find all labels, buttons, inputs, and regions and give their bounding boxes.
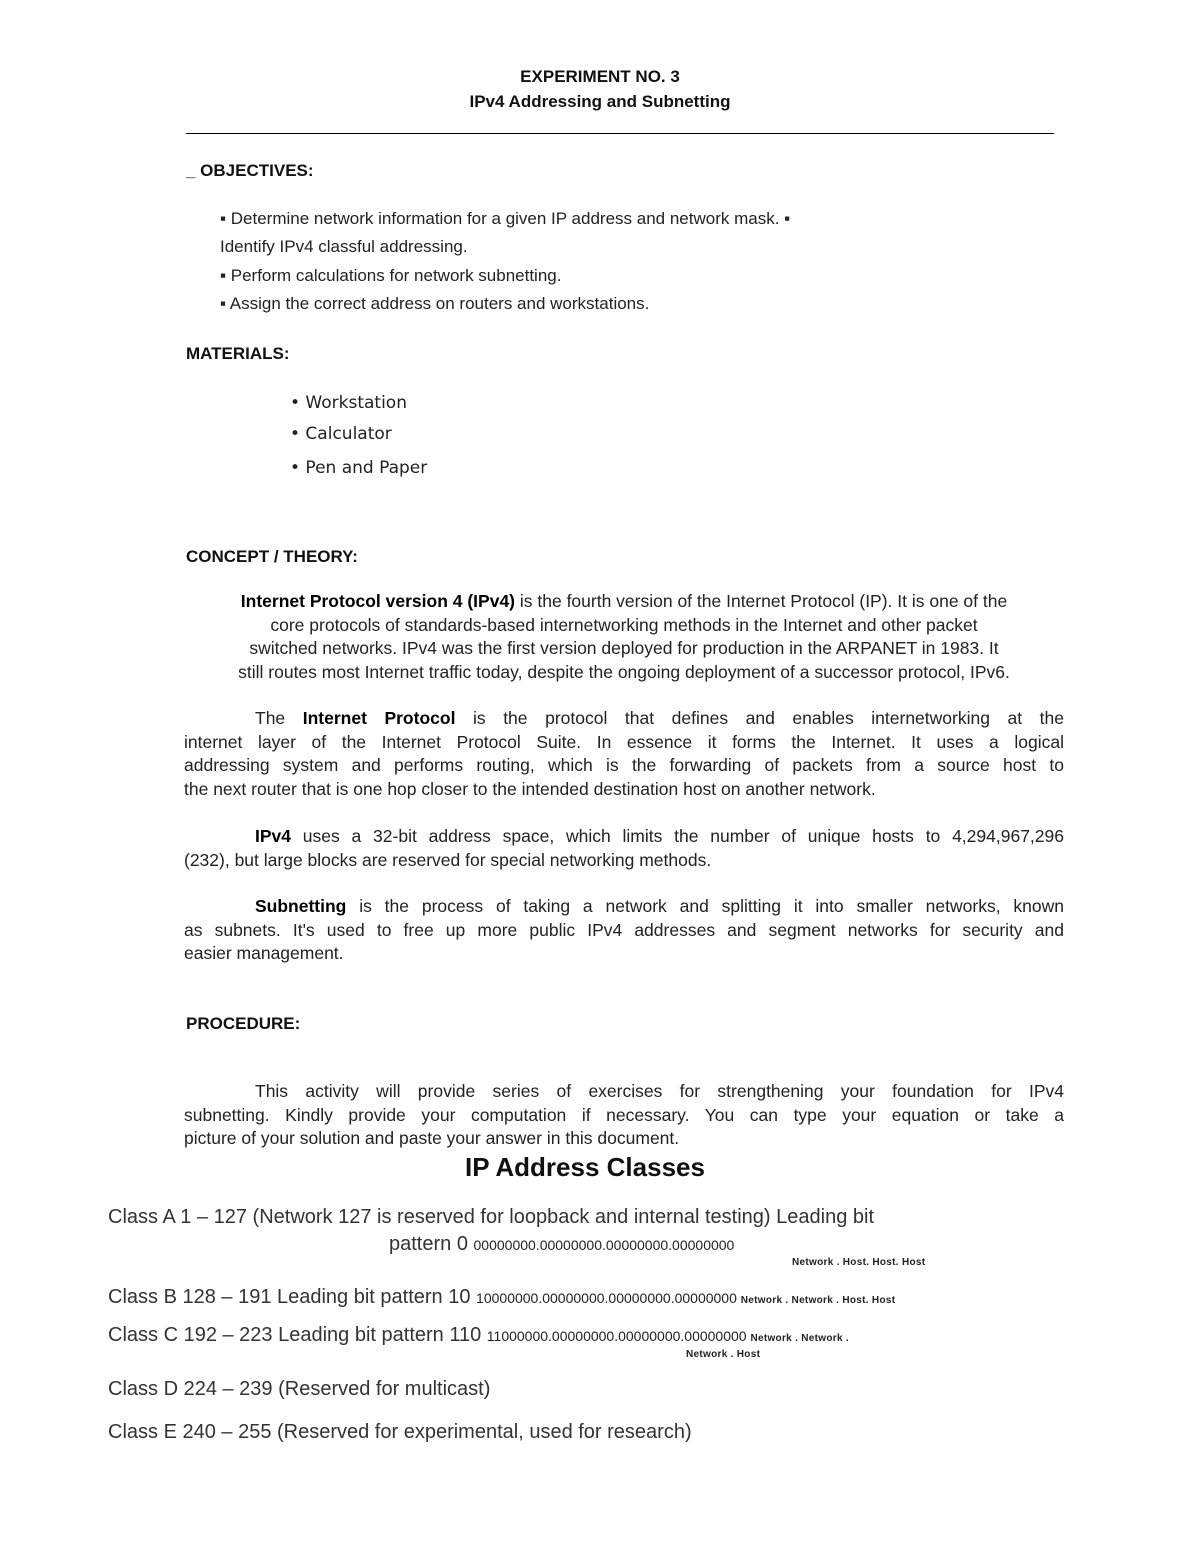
- class-a-pattern: pattern 0 00000000.00000000.00000000.00000000: [389, 1233, 735, 1255]
- header-rule: [186, 133, 1054, 134]
- experiment-title: EXPERIMENT NO. 3: [520, 67, 680, 86]
- concept-heading: CONCEPT / THEORY:: [186, 547, 358, 566]
- material-item: • Pen and Paper: [290, 458, 428, 478]
- materials-heading: MATERIALS:: [186, 344, 290, 363]
- class-b-parts: Network . Network . Host. Host: [740, 1295, 896, 1306]
- objective-line: ▪ Perform calculations for network subnetting.: [220, 266, 562, 285]
- class-c-parts-continued: Network . Host: [686, 1349, 761, 1360]
- procedure-heading: PROCEDURE:: [186, 1014, 301, 1033]
- concept-paragraph-4: Subnetting is the process of taking a network and splitting it into smaller networks, known as subnets. It's used to free up more public IPv4 addresses and segment networks for security and easier management.: [184, 896, 1064, 963]
- objective-line: ▪ Determine network information for a given IP address and network mask. ▪: [220, 209, 791, 228]
- ip-classes-heading: IP Address Classes: [465, 1152, 705, 1182]
- class-a-parts: Network . Host. Host. Host: [792, 1257, 926, 1268]
- class-c-line: Class C 192 – 223 Leading bit pattern 110 11000000.00000000.00000000.00000000 Network . Network .: [108, 1324, 849, 1346]
- class-b-line: Class B 128 – 191 Leading bit pattern 10 10000000.00000000.00000000.00000000 Network . Network . Host. Host: [108, 1286, 896, 1308]
- class-a-line: Class A 1 – 127 (Network 127 is reserved for loopback and internal testing) Leading bit: [108, 1206, 874, 1228]
- class-d-line: Class D 224 – 239 (Reserved for multicast): [108, 1378, 491, 1400]
- term-ipv4: IPv4: [255, 826, 291, 846]
- concept-paragraph-1: Internet Protocol version 4 (IPv4) is the fourth version of the Internet Protocol (IP). It is one of the core protocols of standards-based internetworking methods in the Internet and other packet switched networks. IPv4 was the first version deployed for production in the ARPANET in 1983. It still routes most Internet traffic today, despite the ongoing deployment of a successor protocol, IPv6.: [238, 591, 1010, 682]
- objective-line: ▪ Assign the correct address on routers and workstations.: [220, 294, 650, 313]
- objective-line: Identify IPv4 classful addressing.: [220, 237, 468, 256]
- experiment-subtitle: IPv4 Addressing and Subnetting: [469, 92, 731, 111]
- term-ipv4-full: Internet Protocol version 4 (IPv4): [240, 591, 516, 611]
- class-e-line: Class E 240 – 255 (Reserved for experimental, used for research): [108, 1421, 692, 1443]
- material-item: • Workstation: [290, 393, 407, 413]
- class-b-bits: 10000000.00000000.00000000.00000000: [476, 1290, 741, 1306]
- term-internet-protocol: Internet Protocol: [302, 708, 456, 728]
- concept-paragraph-2: The Internet Protocol is the protocol that defines and enables internetworking at the internet layer of the Internet Protocol Suite. In essence it forms the Internet. It uses a logical addressing system and performs routing, which is the forwarding of packets from a source host to the next router that is one hop closer to the intended destination host on another network.: [184, 708, 1064, 799]
- class-c-parts: Network . Network .: [750, 1333, 849, 1344]
- term-subnetting: Subnetting: [255, 896, 347, 916]
- procedure-paragraph: This activity will provide series of exercises for strengthening your foundation for IPv4 subnetting. Kindly provide your computation if necessary. You can type your equation or take a picture of your solution and paste your answer in this document.: [184, 1081, 1064, 1148]
- class-a-bits: 00000000.00000000.00000000.00000000: [473, 1237, 735, 1253]
- objectives-heading: _ OBJECTIVES:: [186, 161, 314, 180]
- concept-paragraph-3: IPv4 uses a 32-bit address space, which limits the number of unique hosts to 4,294,967,296 (232), but large blocks are reserved for special networking methods.: [184, 826, 1064, 870]
- class-c-bits: 11000000.00000000.00000000.00000000: [486, 1328, 751, 1344]
- material-item: • Calculator: [290, 424, 392, 444]
